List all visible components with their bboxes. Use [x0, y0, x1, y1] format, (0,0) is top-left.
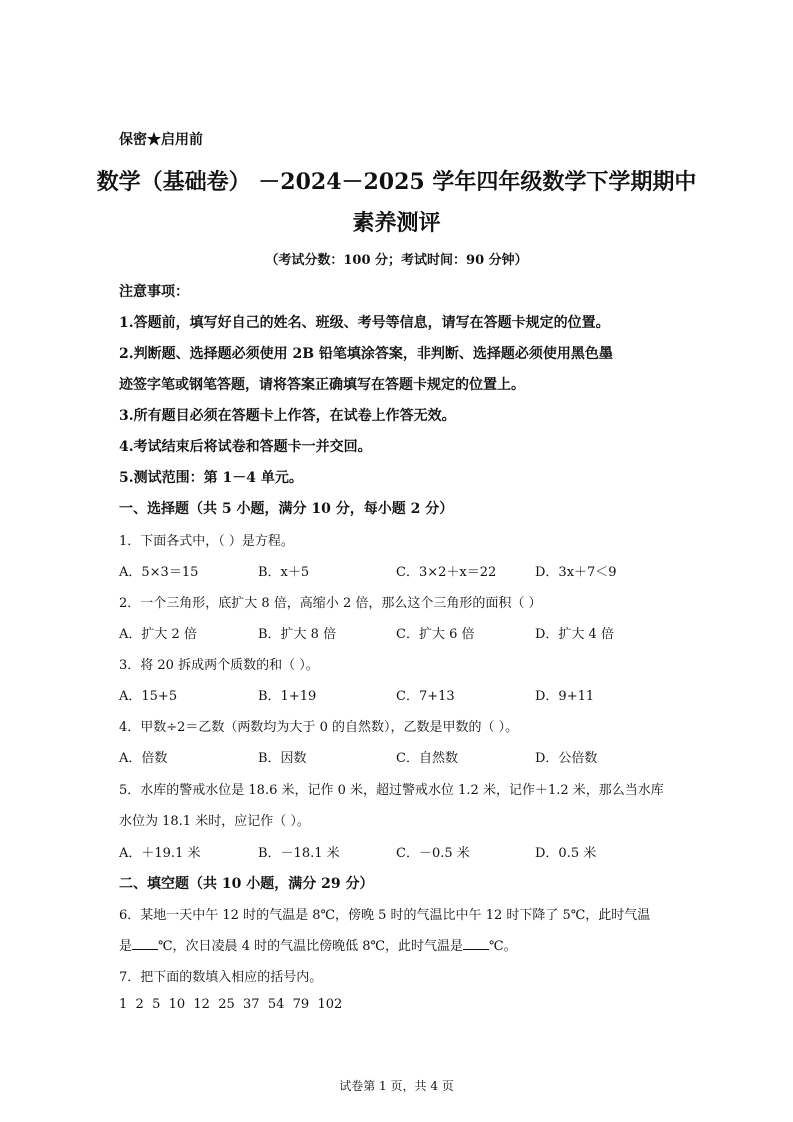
question-2-option-a: A．扩大 2 倍	[119, 627, 197, 642]
answer-blank-1[interactable]	[132, 937, 158, 950]
question-1-stem: 1．下面各式中，（ ）是方程。	[119, 534, 294, 549]
section-1-heading: 一、选择题（共 5 小题，满分 10 分，每小题 2 分）	[119, 501, 454, 517]
secret-label: 保密★启用前	[119, 132, 203, 148]
question-5-option-b: B．－18.1 米	[258, 846, 340, 861]
question-4-option-c: C．自然数	[396, 751, 458, 766]
question-5-option-a: A．＋19.1 米	[119, 846, 201, 861]
question-7-stem: 7．把下面的数填入相应的括号内。	[119, 970, 323, 985]
question-1-option-c: C．3×2＋x＝22	[396, 565, 497, 580]
question-2-option-c: C．扩大 6 倍	[396, 627, 475, 642]
question-5-stem-line2: 水位为 18.1 米时，应记作（ ）。	[119, 814, 310, 829]
question-6-line2	[119, 935, 517, 954]
page-title-line2: 素养测评	[352, 210, 441, 236]
question-1-option-b: B．x＋5	[258, 565, 310, 580]
notes-heading: 注意事项：	[119, 284, 189, 300]
question-4-option-b: B．因数	[258, 751, 307, 766]
question-6-text-3: ℃。	[489, 939, 517, 954]
exam-info: （考试分数：100 分；考试时间：90 分钟）	[265, 253, 528, 268]
question-7-numbers: 1 2 5 10 12 25 37 54 79 102	[119, 997, 343, 1012]
page-footer: 试卷第 1 页，共 4 页	[339, 1079, 454, 1093]
question-1-option-a: A．5×3＝15	[119, 565, 199, 580]
question-6-line1: 6．某地一天中午 12 时的气温是 8℃，傍晚 5 时的气温比中午 12 时下降了 5℃，此时气温	[119, 908, 651, 923]
question-2-option-b: B．扩大 8 倍	[258, 627, 337, 642]
answer-blank-2[interactable]	[463, 937, 489, 950]
question-4-option-d: D．公倍数	[535, 751, 598, 766]
question-5-option-d: D．0.5 米	[535, 846, 597, 861]
question-6-text-2: ℃，次日凌晨 4 时的气温比傍晚低 8℃，此时气温是	[158, 939, 464, 954]
question-6-text-1: 是	[119, 939, 133, 954]
note-1: 1.答题前，填写好自己的姓名、班级、考号等信息，请写在答题卡规定的位置。	[119, 315, 610, 331]
question-3-option-d: D．9+11	[535, 689, 595, 704]
question-3-option-a: A．15+5	[119, 689, 178, 704]
question-2-stem: 2．一个三角形，底扩大 8 倍，高缩小 2 倍，那么这个三角形的面积（ ）	[119, 596, 542, 611]
note-5: 5.测试范围：第 1－4 单元。	[119, 470, 303, 486]
question-3-option-c: C．7+13	[396, 689, 455, 704]
note-2a: 2.判断题、选择题必须使用 2B 铅笔填涂答案，非判断、选择题必须使用黑色墨	[119, 346, 613, 362]
question-5-option-c: C．－0.5 米	[396, 846, 470, 861]
note-3: 3.所有题目必须在答题卡上作答，在试卷上作答无效。	[119, 408, 456, 424]
section-2-heading: 二、填空题（共 10 小题，满分 29 分）	[119, 876, 374, 892]
question-3-option-b: B．1+19	[258, 689, 317, 704]
question-3-stem: 3．将 20 拆成两个质数的和（ ）。	[119, 658, 319, 673]
question-2-option-d: D．扩大 4 倍	[535, 627, 614, 642]
note-4: 4.考试结束后将试卷和答题卡一并交回。	[119, 439, 372, 455]
question-4-stem: 4．甲数÷2＝乙数（两数均为大于 0 的自然数），乙数是甲数的（ ）。	[119, 720, 519, 735]
question-5-stem-line1: 5．水库的警戒水位是 18.6 米，记作 0 米，超过警戒水位 1.2 米，记作＋1.2 米，那么当水库	[119, 783, 664, 798]
question-1-option-d: D．3x＋7＜9	[535, 565, 617, 580]
page-title-line1: 数学（基础卷） －2024－2025 学年四年级数学下学期期中	[96, 169, 697, 195]
question-4-option-a: A．倍数	[119, 751, 168, 766]
note-2b: 迹签字笔或钢笔答题，请将答案正确填写在答题卡规定的位置上。	[119, 377, 525, 393]
